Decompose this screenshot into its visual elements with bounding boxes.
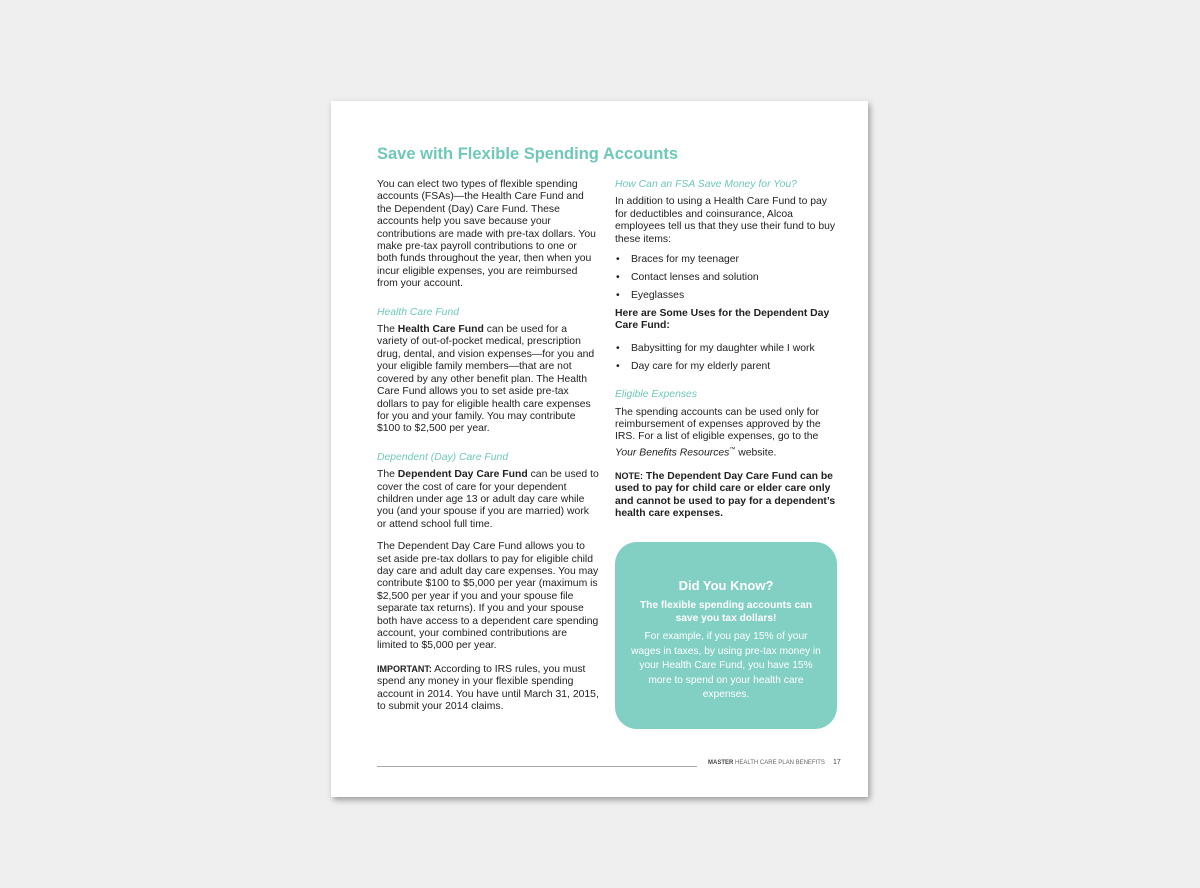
did-you-know-callout [615, 542, 837, 729]
intro-paragraph: You can elect two types of flexible spending accounts (FSAs)—the Health Care Fund and the Dependent (Day) Care Fund. These accounts help you save because your contributions are made with pre-tax dollars. You make pre-tax payroll contributions to one or both funds throughout the year, then when you incur eligible expenses, you are reimbursed from your account. [377, 179, 596, 290]
left-column [377, 179, 599, 723]
callout-title: Did You Know? [678, 578, 774, 593]
list-item: • Babysitting for my daughter while I work [615, 343, 839, 355]
eligible-expenses-paragraph [615, 407, 839, 460]
dependent-uses-list [615, 343, 839, 373]
footer-section: HEALTH CARE PLAN BENEFITS [733, 760, 825, 766]
health-care-fund-paragraph [377, 324, 599, 436]
footer-label [708, 760, 825, 766]
eligible-text: The spending accounts can be used only for reimbursement of expenses approved by the IRS. For a list of eligible expenses, go to the [615, 406, 821, 443]
dependent-care-fund-heading: Dependent (Day) Care Fund [377, 451, 509, 463]
important-label: IMPORTANT: [377, 663, 432, 674]
list-item: • Braces for my teenager [615, 254, 839, 266]
footer-divider [377, 766, 697, 767]
eligible-expenses-heading: Eligible Expenses [615, 389, 698, 401]
page-number: 17 [833, 759, 841, 766]
eligible-text-end: website. [735, 447, 777, 459]
list-item: • Eyeglasses [615, 290, 839, 302]
right-column [615, 179, 839, 530]
callout-body: For example, if you pay 15% of your wages in taxes, by using pre-tax money in your Health Care Fund, you have 15% more to spend on your health care expenses. [631, 631, 821, 701]
hcf-text-pre: The [377, 324, 398, 336]
note-text: The Dependent Day Care Fund can be used to pay for child care or elder care only and cannot be used to pay for a dependent’s health care expenses. [615, 470, 836, 519]
dcf-text-post: can be used to cover the cost of care for your dependent children under age 13 or adult day care while you (and your spouse if you are married) work or attend school full time. [377, 469, 599, 530]
callout-lead: The flexible spending accounts can save you tax dollars! [639, 600, 813, 624]
hcf-text-post: can be used for a variety of out-of-pocket medical, prescription drug, dental, and vision expenses—for you and your eligible family members—that are not covered by any other benefit plan. The Health Care Fund allows you to set aside pre-tax dollars to pay for eligible health care expenses for you and your family. You may contribute $100 to $2,500 per year. [377, 324, 595, 435]
document-page [331, 101, 868, 797]
dcf-text-pre: The [377, 469, 398, 481]
page-title: Save with Flexible Spending Accounts [377, 145, 679, 163]
list-item: • Day care for my elderly parent [615, 361, 839, 373]
fsa-save-paragraph: In addition to using a Health Care Fund to pay for deductibles and coinsurance, Alcoa employees tell us that they use their fund to buy these items: [615, 196, 836, 245]
health-care-fund-heading: Health Care Fund [377, 306, 460, 318]
note-label: NOTE: [615, 470, 643, 481]
list-item: • Contact lenses and solution [615, 272, 839, 284]
benefits-resources-name: Your Benefits Resources [615, 447, 730, 459]
important-note [377, 663, 599, 714]
dependent-care-fund-paragraph [377, 469, 599, 531]
fsa-items-list [615, 254, 839, 302]
dependent-care-fund-paragraph-2: The Dependent Day Care Fund allows you to set aside pre-tax dollars to pay for eligible child day care and adult day care expenses. You may contribute $100 to $5,000 per year (maximum is $2,500 per year if you and your spouse file separate tax returns). If you and your spouse both have access to a dependent care spending account, your combined contributions are limited to $5,000 per year. [377, 541, 599, 652]
important-text: According to IRS rules, you must spend any money in your flexible spending account in 2014. You have until March 31, 2015, to submit your 2014 claims. [377, 663, 599, 713]
hcf-bold-term: Health Care Fund [397, 324, 484, 336]
dependent-uses-heading: Here are Some Uses for the Dependent Day Care Fund: [615, 308, 830, 332]
footer-brand: MASTER [708, 760, 734, 766]
fsa-save-heading: How Can an FSA Save Money for You? [615, 179, 797, 190]
note-paragraph [615, 470, 839, 521]
dcf-bold-term: Dependent Day Care Fund [397, 469, 528, 481]
trademark-mark: ™ [729, 446, 736, 453]
